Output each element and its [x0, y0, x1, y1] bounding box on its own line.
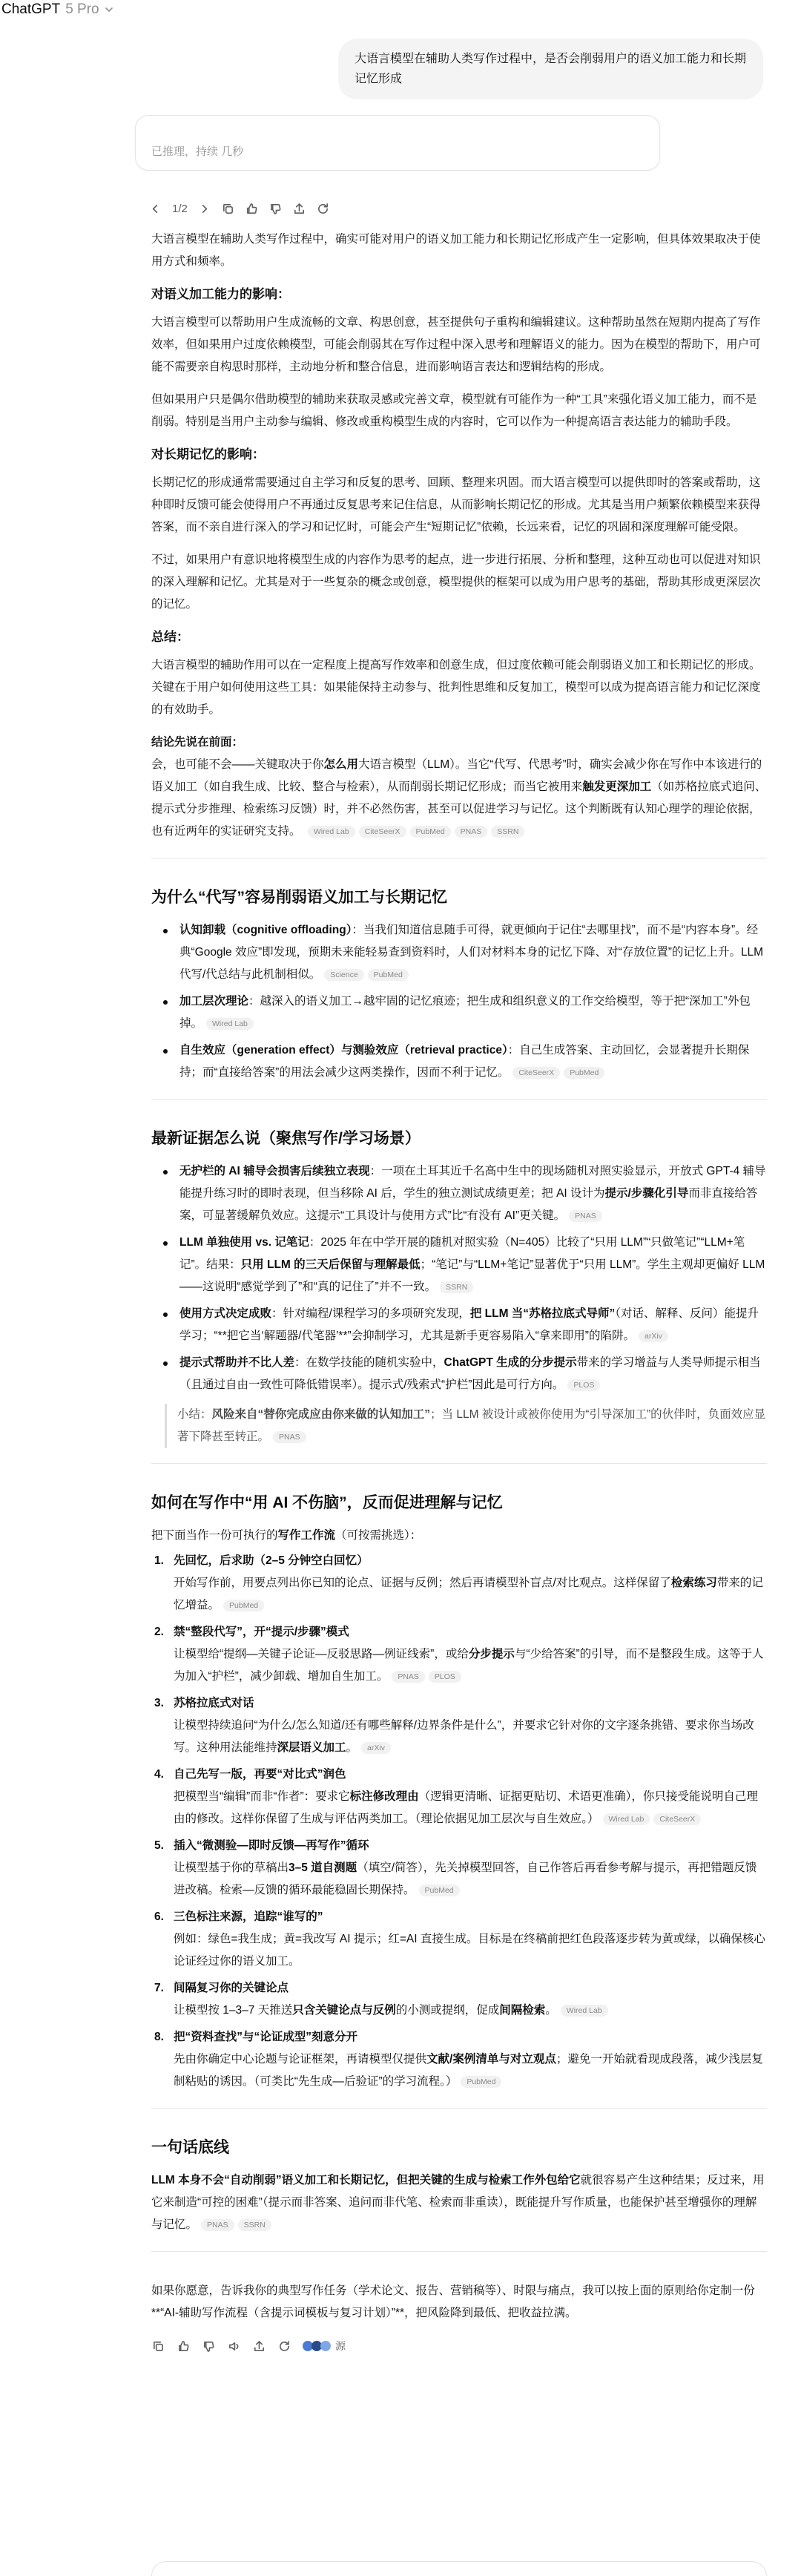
section-heading: 总结： [151, 630, 189, 644]
why-list [151, 919, 767, 1084]
list-item: 4. 自己先写一版，再要“对比式”润色 把模型当“编辑”而非“作者”：要求它标注修改理由（逻辑更清晰、证据更贴切、术语更准确），你只接受能说明自己理由的修改。这样你保留了生成与评估两类加工。（理论依据见加工层次与自生效应。） Wired Lab CiteSeerX [154, 1768, 758, 1825]
section-heading: 对语义加工能力的影响： [151, 287, 290, 301]
citation-badge[interactable]: PNAS [455, 826, 488, 838]
citation-badge[interactable]: CiteSeerX [359, 826, 406, 838]
citation-badge[interactable]: arXiv [361, 1742, 391, 1754]
paragraph: 大语言模型可以帮助用户生成流畅的文章、构思创意，甚至提供句子重构和编辑建议。这种帮助虽然在短期内提高了写作效率，但如果用户过度依赖模型，可能会削弱其在写作过程中深入思考和理解语义的能力。因为在模型的帮助下，用户可能不需要亲自构思时那样，主动地分析和整合信息，进而影响语言表达和逻辑结构的形成。 [151, 316, 761, 373]
citation-badge[interactable]: Wired Lab [308, 826, 355, 838]
citation-badge[interactable]: SSRN [491, 826, 524, 838]
read-aloud-icon[interactable] [227, 2339, 240, 2353]
regenerate-icon[interactable] [277, 2339, 291, 2353]
paragraph: 但如果用户只是偶尔借助模型的辅助来获取灵感或完善文章，模型就有可能作为一种“工具”来强化语义加工能力，而不是削弱。特别是当用户主动参与编辑、修改或重构模型生成的内容时，它可以作为一种提高语言表达能力的辅助手段。 [151, 393, 757, 428]
thumbs-up-icon[interactable] [177, 2339, 190, 2353]
citation-badge[interactable]: Wired Lab [206, 1018, 254, 1030]
citation-badge[interactable]: PNAS [392, 1671, 425, 1683]
citation-badge[interactable]: arXiv [639, 1330, 668, 1342]
section-heading: 如何在写作中“用 AI 不伤脑”，反而促进理解与记忆 [151, 1494, 503, 1511]
paragraph: 不过，如果用户有意识地将模型生成的内容作为思考的起点，进一步进行拓展、分析和整理，这种互动也可以促进对知识的深入理解和记忆。尤其是对于一些复杂的概念或创意，模型提供的框架可以成为用户思考的基础，帮助其形成更深层次的记忆。 [151, 553, 761, 611]
citation-badge[interactable]: Science [324, 969, 363, 981]
list-item: 7. 间隔复习你的关键论点 让模型按 1–3–7 天推送只含关键论点与反例的小测或提纲，促成间隔检索。 Wired Lab [174, 1977, 767, 2022]
section-heading: 一句话底线 [151, 2139, 229, 2156]
sources-label: 源 [335, 2340, 346, 2352]
citation-badge[interactable]: PNAS [569, 1210, 602, 1222]
list-item: 5. 插入“微测验—即时反馈—再写作”循环 让模型基于你的草稿出3–5 道自测题（填空/简答），先关掉模型回答，自己作答后再看参考解与提示，再把错题反馈进改稿。检索—反馈的循环最能稳固长期保持。 PubMed [154, 1839, 757, 1896]
share-icon[interactable] [252, 2339, 266, 2353]
user-message: 大语言模型在辅助人类写作过程中，是否会削弱用户的语义加工能力和长期记忆形成 [338, 39, 763, 99]
thumbs-down-icon[interactable] [269, 202, 283, 215]
divider [151, 1099, 767, 1100]
list-item: 8. 把“资料查找”与“论证成型”刻意分开 先由你确定中心论题与论证框架，再请模型仅提供文献/案例清单与对立观点；避免一开始就看现成段落，减少浅层复制粘贴的诱因。（可类比“先生成—后验证”的学习流程。） PubMed [154, 2031, 763, 2088]
thumbs-down-icon[interactable] [202, 2339, 215, 2353]
list-item: 加工层次理论：越深入的语义加工→越牢固的记忆痕迹；把生成和组织意义的工作交给模型，等于把“深加工”外包掉。 Wired Lab [179, 990, 767, 1035]
source-logo-icon [320, 2341, 331, 2351]
list-item: 2. 禁“整段代写”，开“提示/步骤”模式 让模型给“提纲—关键子论证—反驳思路—例证线索”，或给分步提示与“少给答案”的引导，而不是整段生成。这等于人为加入“护栏”，减少卸载、增加自生加工。 PNAS PLOS [154, 1626, 764, 1683]
intro-paragraph: 大语言模型在辅助人类写作过程中，确实可能对用户的语义加工能力和长期记忆形成产生一定影响，但具体效果取决于使用方式和频率。 [151, 233, 761, 268]
citation-badge[interactable]: PubMed [564, 1067, 604, 1079]
conclusion-paragraph: 会，也可能不会——关键取决于你怎么用大语言模型（LLM）。当它“代写、代思考”时，确实会减少你在写作中本该进行的语义加工（如自我生成、比较、整合与检索），从而削弱长期记忆形成；而当它被用来触发更深加工（如苏格拉底式追问、提示式分步推理、检索练习反馈）时，并不必然伤害，甚至可以促进学习与记忆。这个判断既有认知心理学的理论依据，也有近两年的实证研究支持。 Wired Lab CiteSeerX PubMed PNAS SSRN [151, 758, 767, 838]
citation-badge[interactable]: PubMed [223, 1600, 264, 1611]
list-item: 1. 先回忆，后求助（2–5 分钟空白回忆） 开始写作前，用要点列出你已知的论点、证据与反例；然后再请模型补盲点/对比观点。这样保留了检索练习带来的记忆增益。 PubMed [154, 1554, 763, 1611]
regenerate-icon[interactable] [317, 202, 330, 215]
thumbs-up-icon[interactable] [245, 202, 259, 215]
next-response-icon[interactable] [198, 202, 211, 215]
citation-badge[interactable]: PNAS [201, 2219, 234, 2231]
citation-badge[interactable]: SSRN [238, 2219, 271, 2231]
previous-response-icon[interactable] [148, 202, 162, 215]
steps-list [151, 1550, 767, 2093]
citation-badge[interactable]: Wired Lab [561, 2005, 608, 2017]
divider [151, 1463, 767, 1464]
list-item: 6. 三色标注来源，追踪“谁写的” 例如：绿色=我生成；黄=我改写 AI 提示；红=AI 直接生成。目标是在终稿前把红色段落逐步转为黄或绿，以确保核心论证经过你的语义加工。 [154, 1910, 765, 1968]
reasoning-status: 已推理，持续 几秒 [151, 145, 244, 158]
list-item: 提示式帮助并不比人差：在数学技能的随机实验中，ChatGPT 生成的分步提示带来的学习增益与人类导师提示相当（且通过自由一致性可降低错误率）。提示式/残索式“护栏”因此是可行方向。 PLOS [179, 1352, 767, 1396]
section-heading: 最新证据怎么说（聚焦写作/学习场景） [151, 1130, 421, 1147]
citation-badge[interactable]: PLOS [567, 1379, 600, 1391]
divider [151, 2251, 767, 2252]
model-selector[interactable] [0, 0, 114, 19]
section-heading: 为什么“代写”容易削弱语义加工与长期记忆 [151, 889, 447, 906]
list-item: LLM 单独使用 vs. 记笔记：2025 年在中学开展的随机对照实验（N=405）比较了“只用 LLM”“只做笔记”“LLM+笔记”。结果：只用 LLM 的三天后保留与理解最低；“笔记”与“LLM+笔记”显著优于“只用 LLM”。学生主观却更偏好 LLM——这说明“感觉学到了”和“真的记住了”并不一致。 SSRN [179, 1232, 767, 1298]
citation-badge[interactable]: PubMed [410, 826, 451, 838]
list-item: 3. 苏格拉底式对话 让模型持续追问“为什么/怎么知道/还有哪些解释/边界条件是什么”，并要求它针对你的文字逐条挑错、要求你当场改写。这种用法能维持深层语义加工。 arXiv [154, 1697, 754, 1754]
summary-quote: 小结：风险来自“替你完成应由你来做的认知加工”；当 LLM 被设计或被你使用为“引导深加工”的伙伴时，负面效应显著下降甚至转正。 PNAS [165, 1404, 767, 1448]
response-actions [151, 2335, 767, 2357]
citation-badge[interactable]: PNAS [273, 1431, 306, 1443]
list-item: 自生效应（generation effect）与测验效应（retrieval practice）：自己生成答案、主动回忆，会显著提升长期保持；而“直接给答案”的用法会减少这两类操作，因而不利于记忆。 CiteSeerX PubMed [179, 1039, 767, 1084]
paragraph: 大语言模型的辅助作用可以在一定程度上提高写作效率和创意生成，但过度依赖可能会削弱语义加工和长期记忆的形成。关键在于用户如何使用这些工具：如果能保持主动参与、批判性思维和反复加工，模型可以成为提高语言能力和记忆深度的有效助手。 [151, 659, 761, 716]
citation-badge[interactable]: SSRN [440, 1281, 473, 1293]
citation-badge[interactable]: CiteSeerX [512, 1067, 560, 1079]
paragraph: 长期记忆的形成通常需要通过自主学习和反复的思考、回顾、整理来巩固。而大语言模型可以提供即时的答案或帮助，这种即时反馈可能会使得用户不再通过反复思考来记住信息，从而影响长期记忆的形成。尤其是当用户频繁依赖模型来获得答案，而不亲自进行深入的学习和记忆时，可能会产生“短期记忆”依赖，长远来看，记忆的巩固和深度理解可能受限。 [151, 476, 761, 533]
evidence-list [151, 1160, 767, 1396]
conclusion-heading: 结论先说在前面： [151, 736, 244, 749]
share-icon[interactable] [293, 202, 306, 215]
citation-badge[interactable]: PubMed [368, 969, 409, 981]
citation-badge[interactable]: CiteSeerX [653, 1813, 701, 1825]
chevron-down-icon [104, 4, 114, 15]
assistant-response [151, 229, 767, 2357]
model-title: ChatGPT [1, 1, 61, 17]
citation-badge[interactable]: PLOS [429, 1671, 461, 1683]
list-item: 认知卸载（cognitive offloading）：当我们知道信息随手可得，就更倾向于记住“去哪里找”，而不是“内容本身”。经典“Google 效应”即发现，预期未来能轻易查到资料时，人们对材料本身的记忆下降、对“存放位置”的记忆上升。LLM 代写/代总结与此机制相似。 Science PubMed [179, 919, 767, 986]
citation-badge[interactable]: PubMed [419, 1885, 460, 1896]
section-heading: 对长期记忆的影响： [151, 447, 265, 461]
divider [151, 2108, 767, 2109]
followup-paragraph: 如果你愿意，告诉我你的典型写作任务（学术论文、报告、营销稿等）、时限与痛点，我可以按上面的原则给你定制一份**“AI-辅助写作流程（含提示词模板与复习计划）”**，把风险降到最低、把收益拉满。 [151, 2284, 755, 2319]
sources-button[interactable] [303, 2335, 346, 2357]
copy-icon[interactable] [222, 202, 235, 215]
response-controls [148, 202, 330, 215]
list-item: 无护栏的 AI 辅导会损害后续独立表现：一项在土耳其近千名高中生中的现场随机对照实验显示，开放式 GPT-4 辅导能提升练习时的即时表现，但当移除 AI 后，学生的独立测试成绩更差；把 AI 设计为提示/步骤化引导而非直接给答案，可显著缓解负效应。这提示“工具设计与使用方式”比“有没有 AI”更关键。 PNAS [179, 1160, 767, 1227]
copy-icon[interactable] [151, 2339, 165, 2353]
response-pager: 1/2 [172, 202, 188, 215]
list-item: 使用方式决定成败：针对编程/课程学习的多项研究发现，把 LLM 当“苏格拉底式导师”（对话、解释、反问）能提升学习；“**把它当‘解题器/代笔器’**”会抑制学习，尤其是新手更容易陷入“拿来即用”的陷阱。 arXiv [179, 1303, 767, 1347]
message-composer[interactable] [151, 2561, 767, 2576]
paragraph: 把下面当作一份可执行的写作工作流（可按需挑选）： [151, 1529, 422, 1542]
citation-badge[interactable]: Wired Lab [603, 1813, 650, 1825]
bottom-line-paragraph: LLM 本身不会“自动削弱”语义加工和长期记忆，但把关键的生成与检索工作外包给它就很容易产生这种结果；反过来，用它来制造“可控的困难”（提示而非答案、追问而非代笔、检索而非重读），既能提升写作质量，也能保护甚至增强你的理解与记忆。 PNAS SSRN [151, 2174, 765, 2231]
citation-badge[interactable]: PubMed [461, 2076, 501, 2088]
model-version: 5 Pro [65, 1, 99, 17]
